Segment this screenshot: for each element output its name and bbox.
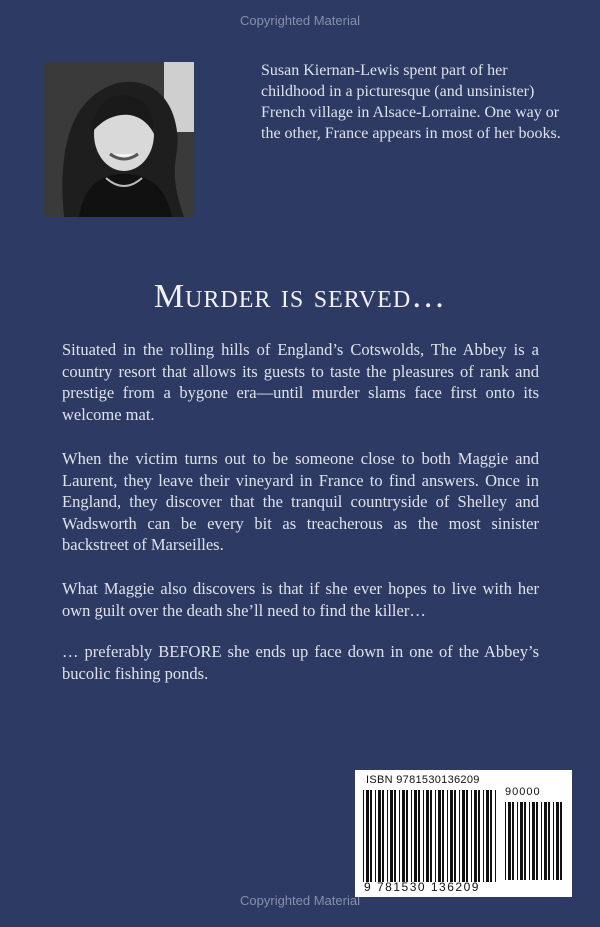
ean-barcode-icon: [363, 790, 498, 882]
blurb-paragraph-2: When the victim turns out to be someone close to both Maggie and Laurent, they leave their vineyard in France to find answers. Once in England, they discover that the tranquil countryside of Shelley and Wadsworth can be every bit as treacherous as the most sinister backstreet of Marseilles.: [62, 449, 539, 554]
isbn-label: ISBN 9781530136209: [366, 774, 480, 786]
price-barcode-icon: [505, 802, 563, 880]
blurb-paragraph-1: Situated in the rolling hills of England’s Cotswolds, The Abbey is a country resort that allows its guests to taste the pleasures of rank and prestige from a bygone era—until murder slams face first onto its welcome mat.: [62, 340, 539, 424]
headline: Murder is served…: [153, 278, 447, 315]
author-bio: Susan Kiernan-Lewis spent part of her childhood in a picturesque (and unsinister) French village in Alsace-Lorraine. One way or the other, France appears in most of her books.: [261, 62, 561, 142]
author-photo: [44, 62, 194, 217]
copyright-watermark-bottom: Copyrighted Material: [240, 893, 360, 908]
copyright-watermark-top: Copyrighted Material: [240, 13, 360, 28]
blurb-paragraph-4: … preferably BEFORE she ends up face down in one of the Abbey’s bucolic fishing ponds.: [62, 642, 539, 683]
isbn-barcode-box: [355, 770, 572, 897]
author-portrait-image: [44, 62, 194, 217]
price-code: 90000: [505, 786, 541, 798]
blurb-paragraph-3: What Maggie also discovers is that if she ever hopes to live with her own guilt over the death she’ll need to find the killer…: [62, 579, 539, 620]
ean-digits: 9 781530 136209: [364, 880, 480, 894]
